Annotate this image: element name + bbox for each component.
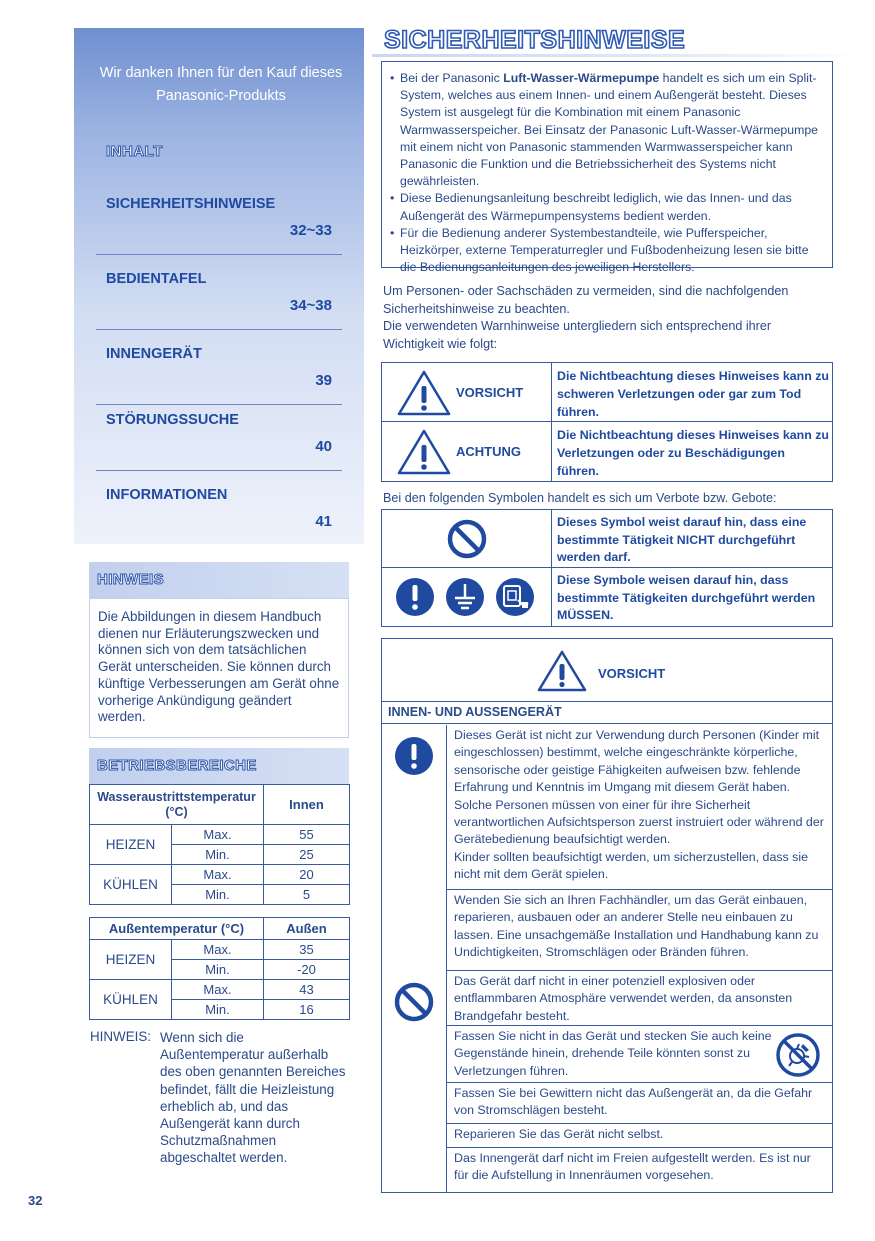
symbol-row bbox=[382, 568, 832, 626]
toc-title: INHALT bbox=[106, 143, 163, 160]
toc-entry-information[interactable] bbox=[96, 471, 342, 546]
section-heading: INNEN- UND AUSSENGERÄT bbox=[382, 702, 832, 724]
toc-label: STÖRUNGSSUCHE bbox=[106, 412, 239, 428]
symbols-intro: Bei den folgenden Symbolen handelt es sich um Verbote bzw. Gebote: bbox=[383, 491, 777, 505]
limit-label: Min. bbox=[172, 845, 264, 865]
note-label: HINWEIS: bbox=[90, 1029, 152, 1044]
warning-triangle-icon bbox=[536, 649, 588, 693]
toc-page: 39 bbox=[315, 372, 332, 389]
intro-box bbox=[381, 61, 833, 275]
unplug-icon bbox=[494, 576, 536, 618]
symbol-row bbox=[382, 510, 832, 568]
intro-bullet: • Diese Bedienungsanleitung beschreibt lediglich, wie das Innen- und das Außengerät des Wärmepumpensystems bedient werden. bbox=[390, 190, 824, 224]
toc-label: BEDIENTAFEL bbox=[106, 271, 207, 287]
limit-label: Max. bbox=[172, 825, 264, 845]
toc-entry-safety[interactable] bbox=[96, 180, 342, 255]
value-cell: 35 bbox=[264, 940, 350, 960]
intro-bullet: • Bei der Panasonic Luft-Wasser-Wärmepumpe handelt es sich um ein Split-System, welches aus einem Innen- und einem Außengerät besteht. Dieses System ist ausgelegt für die Kombination mit einem Panasonic Warmwasserspeicher. Bei Einsatz der Panasonic Luft-Wasser-Wärmepumpe mit einem nicht von Panasonic stammenden Warmwasserspeicher kann Panasonic die Funktion und die Betriebssicherheit des Systems nicht gewährleisten. bbox=[390, 70, 824, 190]
hinweis-header bbox=[89, 562, 349, 598]
mode-cell: HEIZEN bbox=[90, 940, 172, 980]
caution-word: VORSICHT bbox=[598, 666, 666, 681]
prohibited-item: Das Innengerät darf nicht im Freien aufgestellt werden. Es ist nur für die Aufstellung in Innenräumen vorgesehen. bbox=[454, 1151, 811, 1183]
thanks-text: Wir danken Ihnen für den Kauf dieses Panasonic-Produkts bbox=[99, 65, 343, 104]
limit-label: Min. bbox=[172, 885, 264, 905]
prohibited-item: Das Gerät darf nicht in einer potenziell explosiven oder entflammbaren Atmosphäre verwendet werden, da ansonsten Brandgefahr besteht. bbox=[447, 971, 833, 1026]
value-cell: -20 bbox=[264, 960, 350, 980]
value-cell: 25 bbox=[264, 845, 350, 865]
intro-paragraph: Um Personen- oder Sachschäden zu vermeiden, sind die nachfolgenden Sicherheitshinweise zu beachten. bbox=[383, 284, 789, 316]
limit-label: Max. bbox=[172, 980, 264, 1000]
value-cell: 20 bbox=[264, 865, 350, 885]
limit-label: Max. bbox=[172, 865, 264, 885]
mode-cell: KÜHLEN bbox=[90, 865, 172, 905]
toc-page: 41 bbox=[315, 513, 332, 530]
mandatory-icon bbox=[394, 576, 436, 618]
water-temperature-table bbox=[89, 784, 350, 905]
toc-entry-indoor-unit[interactable] bbox=[96, 330, 342, 405]
toc-page: 32~33 bbox=[289, 222, 332, 239]
prohibited-icon bbox=[393, 981, 435, 1023]
symbol-description: Dieses Symbol weist darauf hin, dass eine bestimmte Tätigkeit NICHT durchgeführt werden darf. bbox=[557, 515, 807, 564]
warning-word: VORSICHT bbox=[456, 385, 524, 400]
mode-cell: HEIZEN bbox=[90, 825, 172, 865]
limit-label: Min. bbox=[172, 1000, 264, 1020]
prohibited-item: Reparieren Sie das Gerät nicht selbst. bbox=[447, 1124, 833, 1148]
mandatory-item: Wenden Sie sich an Ihren Fachhändler, um das Gerät einbauen, reparieren, ausbauen oder an anderer Stelle neu einbauen zu lassen. Eine unsachgemäße Installation und Handhabung kann zu Undichtigkeiten, Stromschlägen oder Bränden führen. bbox=[447, 889, 833, 971]
table-header-col: Außen bbox=[264, 918, 350, 940]
warning-word: ACHTUNG bbox=[456, 444, 521, 459]
operating-ranges-header bbox=[89, 748, 349, 784]
hinweis-text: Die Abbildungen in diesem Handbuch dienen nur Erläuterungszwecken und können sich von dem tatsächlichen Gerät unterscheiden. Sie können durch künftige Verbesserungen am Gerät ohne vorherige Ankündigung geändert werden. bbox=[89, 598, 349, 738]
symbol-description: Diese Symbole weisen darauf hin, dass bestimmte Tätigkeiten durchgeführt werden MÜSSEN. bbox=[557, 573, 816, 622]
page-number: 32 bbox=[28, 1193, 43, 1208]
toc-entry-troubleshooting[interactable] bbox=[96, 396, 342, 471]
limit-label: Min. bbox=[172, 960, 264, 980]
outdoor-temperature-table bbox=[89, 917, 350, 1020]
page-title: SICHERHEITSHINWEISE bbox=[384, 26, 686, 54]
note-text: Wenn sich die Außentemperatur außerhalb des oben genannten Bereiches befindet, fällt die Heizleistung erheblich ab, und das Außengerät kann durch Schutzmaßnahmen abgeschaltet werden. bbox=[160, 1030, 346, 1166]
toc-entry-control-panel[interactable] bbox=[96, 255, 342, 330]
toc-page: 40 bbox=[315, 438, 332, 455]
intro-paragraph: Die verwendeten Warnhinweise untergliedern sich entsprechend ihrer Wichtigkeit wie folgt: bbox=[383, 319, 772, 351]
warning-description: Die Nichtbeachtung dieses Hinweises kann zu Verletzungen oder zu Beschädigungen führen. bbox=[557, 428, 829, 478]
table-header-param: Wasseraustrittstemperatur (°C) bbox=[90, 785, 264, 825]
limit-label: Max. bbox=[172, 940, 264, 960]
mandatory-icon bbox=[393, 735, 435, 777]
caution-box bbox=[381, 638, 833, 1193]
symbols-table bbox=[381, 509, 833, 627]
toc-label: SICHERHEITSHINWEISE bbox=[106, 196, 276, 212]
warning-levels-table bbox=[381, 362, 833, 482]
intro-bullet: • Für die Bedienung anderer Systembestandteile, wie Pufferspeicher, Heizkörper, externe Temperaturregler und Fußbodenheizung lesen sie bitte die Bedienungsanleitungen des jeweiligen Herstellers. bbox=[390, 225, 824, 277]
hinweis-title: HINWEIS bbox=[97, 571, 164, 588]
prohibited-item: Fassen Sie bei Gewittern nicht das Außengerät an, da die Gefahr von Stromschlägen besteht. bbox=[447, 1083, 833, 1124]
operating-ranges-title: BETRIEBSBEREICHE bbox=[97, 757, 257, 774]
toc-label: INFORMATIONEN bbox=[106, 487, 228, 503]
value-cell: 16 bbox=[264, 1000, 350, 1020]
toc-label: INNENGERÄT bbox=[106, 346, 202, 362]
prohibited-item: Fassen Sie nicht in das Gerät und stecken Sie auch keine Gegenstände hinein, drehende Teile könnten sonst zu Verletzungen führen. bbox=[447, 1026, 833, 1083]
earth-ground-icon bbox=[444, 576, 486, 618]
table-header-param: Außentemperatur (°C) bbox=[90, 918, 264, 940]
warning-row bbox=[382, 422, 832, 481]
mandatory-item: Dieses Gerät ist nicht zur Verwendung durch Personen (Kinder mit eingeschlossen) bestimmt, welche eingeschränkte körperliche, sensorische oder geistige Fähigkeiten aufweisen bzw. fehlende Erfahrung und Kenntnis im Umgang mit diesem Gerät haben. Solche Personen müssen von einer für ihre Sicherheit verantwortlichen Aufsichtsperson zuerst instruiert oder während der Gerätebedienung beaufsichtigt werden. Kinder sollten beaufsichtigt werden, um sicherzustellen, dass sie nicht mit dem Gerät spielen. bbox=[454, 728, 824, 882]
warning-description: Die Nichtbeachtung dieses Hinweises kann zu schweren Verletzungen oder gar zum Tod führen. bbox=[557, 369, 829, 419]
value-cell: 5 bbox=[264, 885, 350, 905]
warning-triangle-icon bbox=[396, 369, 452, 417]
value-cell: 55 bbox=[264, 825, 350, 845]
prohibited-icon bbox=[446, 518, 488, 560]
warning-triangle-icon bbox=[396, 428, 452, 476]
table-header-col: Innen bbox=[264, 785, 350, 825]
warning-row bbox=[382, 363, 832, 422]
no-touching-fan-icon bbox=[775, 1032, 821, 1078]
toc-page: 34~38 bbox=[289, 297, 332, 314]
mode-cell: KÜHLEN bbox=[90, 980, 172, 1020]
value-cell: 43 bbox=[264, 980, 350, 1000]
